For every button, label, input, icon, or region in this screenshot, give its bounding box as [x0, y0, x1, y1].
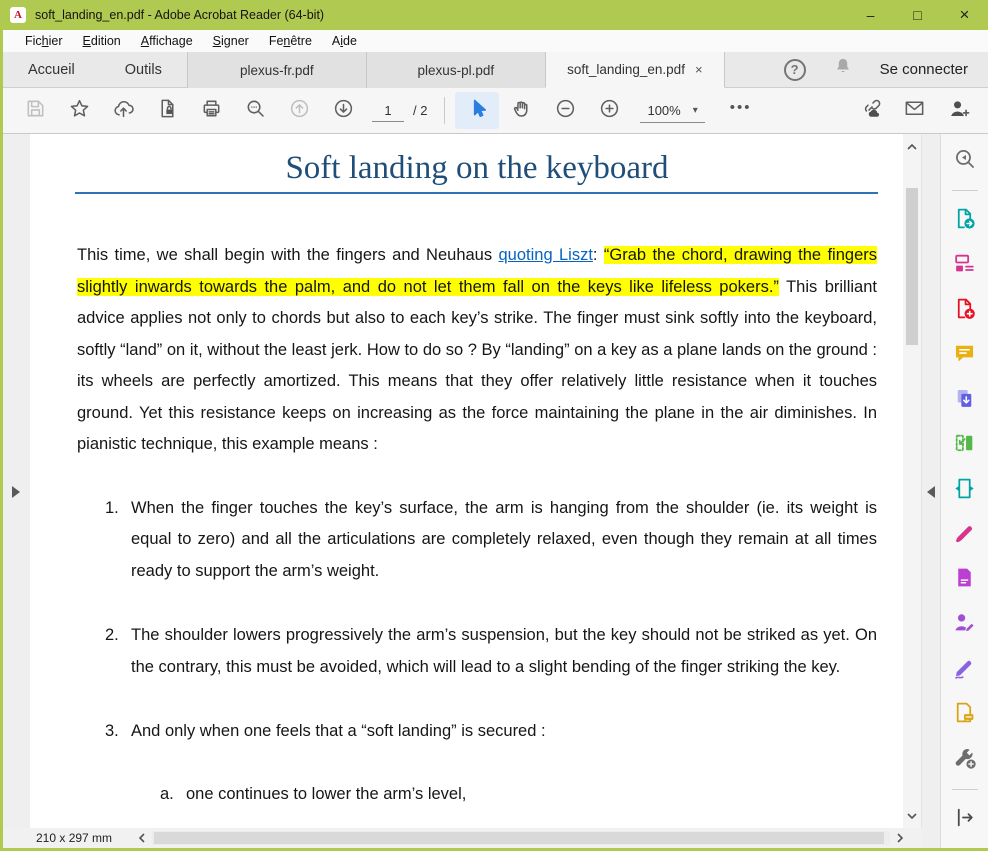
title-underline: [75, 192, 878, 194]
sidebar-divider: [952, 190, 978, 191]
share-link-icon: [859, 97, 882, 125]
zoom-value: 100%: [647, 102, 681, 118]
page-lock-icon: [156, 97, 179, 125]
list-item: [77, 620, 877, 683]
zoom-in-icon: [598, 97, 621, 125]
export-pdf-icon: [952, 206, 977, 236]
page-up-button[interactable]: [277, 92, 321, 129]
page-down-icon: [332, 97, 355, 125]
page-lock-button[interactable]: [145, 92, 189, 129]
cloud-upload-icon: [112, 97, 135, 125]
document-title: Soft landing on the keyboard: [285, 150, 669, 186]
para-text: This time, we shall begin with the fingers and Neuhaus: [77, 246, 499, 264]
export-pdf-button[interactable]: [948, 204, 982, 238]
select-tool-icon: [466, 97, 489, 125]
page-size-label: 210 x 297 mm: [36, 831, 113, 845]
cloud-upload-button[interactable]: [101, 92, 145, 129]
page-number-input[interactable]: 1: [372, 100, 404, 122]
vertical-scroll-thumb[interactable]: [906, 188, 918, 345]
sublist-item-letter: a.: [160, 784, 174, 803]
tab-close-icon[interactable]: ×: [694, 62, 703, 77]
menu-affichage[interactable]: Affichage: [140, 34, 193, 48]
expand-left-panel-icon[interactable]: [12, 486, 20, 498]
sign-in-avatar-icon: [947, 97, 970, 125]
zoom-level-select[interactable]: [640, 99, 704, 123]
more-tools-button[interactable]: •••: [729, 99, 752, 116]
comment-icon: [952, 341, 977, 371]
more-tools-button[interactable]: [948, 743, 982, 777]
quoting-liszt-link[interactable]: quoting Liszt: [498, 246, 593, 264]
list-item-number: 1.: [105, 498, 119, 517]
scroll-up-icon[interactable]: [906, 139, 918, 157]
document-tab-active[interactable]: [545, 52, 725, 88]
window-controls: [847, 0, 988, 30]
document-tab[interactable]: [187, 52, 367, 88]
request-signatures-icon: [952, 610, 977, 640]
print-button[interactable]: [189, 92, 233, 129]
tab-label: soft_landing_en.pdf: [567, 62, 685, 77]
open-tools-pane-icon: [952, 805, 977, 835]
zoom-in-button[interactable]: [587, 92, 631, 129]
collapse-right-panel-icon[interactable]: [927, 486, 935, 498]
create-pdf-button[interactable]: [948, 294, 982, 328]
document-tab[interactable]: [366, 52, 546, 88]
combine-files-button[interactable]: [948, 384, 982, 418]
scroll-down-icon[interactable]: [906, 808, 918, 826]
window-border-left: [0, 30, 3, 851]
compress-pdf-button[interactable]: [948, 474, 982, 508]
open-tools-pane-button[interactable]: [948, 803, 982, 837]
zoom-out-icon: [554, 97, 577, 125]
window-title: soft_landing_en.pdf - Adobe Acrobat Reader (64-bit): [35, 8, 325, 22]
save-button[interactable]: [13, 92, 57, 129]
menu-bar: [3, 30, 988, 52]
star-icon: [68, 97, 91, 125]
certificates-button[interactable]: [948, 653, 982, 687]
hand-tool-icon: [510, 97, 533, 125]
fill-sign-button[interactable]: [948, 519, 982, 553]
certificates-icon: [952, 655, 977, 685]
scroll-left-icon[interactable]: [134, 832, 150, 844]
page-up-icon: [288, 97, 311, 125]
organize-pages-button[interactable]: [948, 429, 982, 463]
toolbar-separator: [444, 97, 445, 124]
star-button[interactable]: [57, 92, 101, 129]
title-bar: [0, 0, 988, 30]
combine-files-icon: [952, 386, 977, 416]
para-colon: :: [592, 246, 604, 264]
menu-fentre[interactable]: Fenêtre: [268, 34, 312, 48]
comment-button[interactable]: [948, 339, 982, 373]
more-tools-icon: [952, 745, 977, 775]
edit-text-button[interactable]: [948, 563, 982, 597]
maximize-button[interactable]: □: [913, 7, 922, 23]
share-link-button[interactable]: [848, 92, 892, 129]
sidebar-divider: [952, 789, 978, 790]
list-item: [77, 716, 877, 748]
search-tool-icon: [952, 146, 977, 176]
pdf-page-content: [30, 134, 903, 810]
menu-signer[interactable]: Signer: [212, 34, 249, 48]
left-panel-gutter: [3, 134, 30, 848]
fill-sign-icon: [952, 520, 977, 550]
sign-in-avatar-button[interactable]: [936, 92, 980, 129]
email-icon: [903, 97, 926, 125]
create-pdf-icon: [952, 296, 977, 326]
organize-pages-icon: [952, 431, 977, 461]
edit-text-icon: [952, 565, 977, 595]
stamps-icon: [952, 700, 977, 730]
list-item-text: When the finger touches the key’s surface, the arm is hanging from the shoulder (ie. its weight is equal to zero) and all the articulations are completely relaxed, even though they remain at all times ready to support the arm’s weight.: [131, 498, 877, 580]
search-button[interactable]: [233, 92, 277, 129]
list-item-number: 2.: [105, 626, 119, 644]
scroll-right-icon[interactable]: [892, 832, 908, 844]
edit-pdf-icon: [952, 251, 977, 281]
vertical-scrollbar[interactable]: [903, 134, 921, 828]
status-bar: [3, 828, 922, 848]
tab-outils[interactable]: Outils: [124, 61, 162, 78]
email-button[interactable]: [892, 92, 936, 129]
edit-pdf-button[interactable]: [948, 249, 982, 283]
tools-sidebar: [940, 134, 988, 848]
acrobat-logo-icon: A: [10, 7, 26, 23]
help-icon[interactable]: ?: [784, 59, 806, 81]
hand-tool-button[interactable]: [499, 92, 543, 129]
list-item-text: And only when one feels that a “soft landing” is secured :: [131, 722, 546, 740]
page-total-label: / 2: [413, 103, 428, 118]
tab-accueil[interactable]: Accueil: [28, 61, 75, 78]
menu-fichier[interactable]: Fichier: [25, 34, 63, 48]
list-item-text: The shoulder lowers progressively the arm’s suspension, but the key should not be striked as yet. On the contrary, this must be avoided, which will lead to a slight bending of the finger striking the key.: [131, 626, 877, 676]
para-rest: This brilliant advice applies not only to chords but also to each key’s strike. The finger must sink softly into the keyboard, softly “land” on it, without the least jerk. How to do so ? By “landing” on a key as a plane lands on the ground : its wheels are perfectly amortized. This means that they offer relatively little resistance when it touches ground. Yet this resistance keeps on increasing as the force maintaining the plane in the air diminishes. In pianistic technique, this example means :: [77, 277, 877, 453]
page-down-button[interactable]: [321, 92, 365, 129]
tabbar-right: [784, 52, 988, 87]
tab-label: plexus-fr.pdf: [240, 62, 314, 78]
minimize-button[interactable]: –: [866, 7, 875, 23]
lettered-sublist: [77, 779, 877, 811]
sublist-item: [77, 779, 877, 811]
highlighted-quote: “Grab the chord, drawing the fingers slightly inwards towards the palm, and do not let them fall on the keys like lifeless pokers.”: [77, 246, 877, 296]
list-item-number: 3.: [105, 722, 119, 740]
tab-label: plexus-pl.pdf: [417, 62, 495, 78]
paragraph-1: [77, 240, 877, 461]
stamps-button[interactable]: [948, 698, 982, 732]
close-button[interactable]: ×: [959, 5, 970, 24]
right-panel-gutter: [921, 134, 940, 848]
compress-pdf-icon: [952, 476, 977, 506]
menu-edition[interactable]: Edition: [82, 34, 121, 48]
menu-aide[interactable]: Aide: [331, 34, 357, 48]
notifications-bell-icon[interactable]: [832, 56, 854, 83]
page-number-control: [372, 100, 427, 122]
search-tool-button[interactable]: [948, 144, 982, 178]
search-icon: [244, 97, 267, 125]
horizontal-scroll-thumb[interactable]: [154, 832, 884, 844]
tab-bar: [3, 52, 988, 88]
sign-in-link[interactable]: Se connecter: [879, 61, 968, 78]
list-item: [77, 493, 877, 588]
numbered-list: [77, 493, 877, 748]
sublist-item-text: one continues to lower the arm’s level,: [186, 784, 467, 803]
request-signatures-button[interactable]: [948, 608, 982, 642]
select-tool-button[interactable]: [455, 92, 499, 129]
chevron-down-icon: ▾: [692, 104, 698, 116]
pdf-page: [30, 134, 903, 848]
main-toolbar: [3, 88, 988, 134]
save-icon: [24, 97, 47, 125]
zoom-out-button[interactable]: [543, 92, 587, 129]
horizontal-scrollbar[interactable]: [152, 831, 890, 845]
print-icon: [200, 97, 223, 125]
